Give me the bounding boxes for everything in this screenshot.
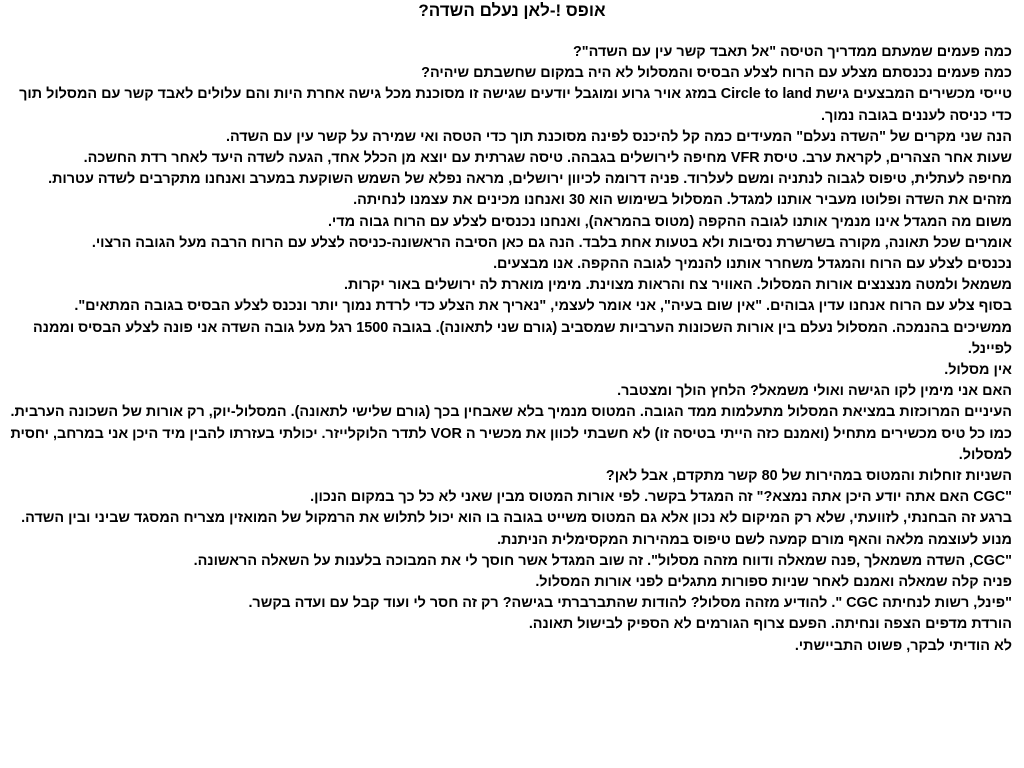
paragraph: מנוע לעוצמה מלאה והאף מורם קמעה לשם טיפוס במהירות המקסימלית הניתנת. bbox=[497, 531, 1012, 548]
paragraph: כמה פעמים שמעתם ממדריך הטיסה "אל תאבד קשר עין עם השדה"? bbox=[572, 44, 1012, 60]
paragraph: אין מסלול. bbox=[944, 362, 1012, 379]
paragraph: טייסי מכשירים המבצעים גישת Circle to land במזג אויר גרוע ומוגבל יודעים שגישה זו מסוכנת מכל גישה אחרת היות והם עלולים לאבד קשר עם המסלול תוך כדי כניסה לעננים בגובה נמוך. bbox=[19, 86, 1012, 124]
paragraph: השניות זוחלות והמטוס במהירות של 80 קשר מתקדם, אבל לאן? bbox=[605, 468, 1012, 485]
paragraph: האם אני מימין לקו הגישה ואולי משמאל? הלחץ הולך ומצטבר. bbox=[617, 383, 1012, 400]
paragraph: העיניים המרוכזות במציאת המסלול מתעלמות ממד הגובה. המטוס מנמיך בלא שאבחין בכך (גורם שלישי לתאונה). המסלול-יוק, רק אורות של השכונה הערבית. כמו כל טיס מכשירים מתחיל (ואמנם כזה הייתי בטיסה זו) לא חשבתי לכוון את מכשיר ה VOR לתדר הלוקלייזר. יכולתי בעזרתו להבין מיד היכן אני במרחב, יחסית למסלול. bbox=[10, 404, 1012, 463]
paragraph: שעות אחר הצהרים, לקראת ערב. טיסת VFR מחיפה לירושלים בגבהה. טיסה שגרתית עם יוצא מן הכלל אחד, הגעה לשדה היעד לאחר רדת החשכה. bbox=[83, 150, 1012, 167]
paragraph: משמאל ולמטה מנצנצים אורות המסלול. האוויר צח והראות מצוינת. מימין מוארת לה ירושלים באור יקרות. bbox=[343, 277, 1012, 294]
paragraph: בסוף צלע עם הרוח אנחנו עדין גבוהים. "אין שום בעיה", אני אומר לעצמי, "נאריך את הצלע כדי לרדת נמוך יותר ונכנס לצלע הבסיס בגובה המתאים". bbox=[74, 298, 1012, 315]
paragraph: כמה פעמים נכנסתם מצלע עם הרוח לצלע הבסיס והמסלול לא היה במקום שחשבתם שיהיה? bbox=[421, 65, 1012, 82]
paragraph: אומרים שכל תאונה, מקורה בשרשרת נסיבות ולא בטעות אחת בלבד. הנה גם כאן הסיבה הראשונה-כניסה לצלע עם הרוח הרבה מעל הגובה הרצוי. bbox=[91, 234, 1012, 251]
paragraph: "CGC, השדה משמאלך ,פנה שמאלה ודווח מזהה מסלול". זה שוב המגדל אשר חוסך לי את המבוכה בלענות על השאלה הראשונה. bbox=[193, 552, 1012, 569]
document-body bbox=[6, 42, 1012, 657]
paragraph: משום מה המגדל אינו מנמיך אותנו לגובה ההקפה (מטוס בהמראה), ואנחנו נכנסים לצלע עם הרוח גבוה מדי. bbox=[327, 213, 1012, 230]
paragraph: לא הודיתי לבקר, פשוט התביישתי. bbox=[794, 637, 1012, 654]
paragraph: הורדת מדפים הצפה ונחיתה. הפעם צרוף הגורמים לא הספיק לבישול תאונה. bbox=[528, 616, 1012, 633]
paragraph: מחיפה לעתלית, טיפוס לגבוה לנתניה ומשם לעלרוד. פניה דרומה לכיוון ירושלים, מראה נפלא של השמש השוקעת במערב ואנחנו מתקרבים לשדה עטרות. bbox=[48, 171, 1012, 188]
paragraph: "פינל, רשות לנחיתה CGC ". להודיע מזהה מסלול? להודות שהתברברתי בגישה? רק זה חסר לי ועוד קבל עם ועדה בקשר. bbox=[248, 595, 1012, 612]
paragraph: נכנסים לצלע עם הרוח והמגדל משחרר אותנו להנמיך לגובה ההקפה. אנו מבצעים. bbox=[493, 256, 1012, 273]
page-title: אופס !-לאן נעלם השדה? bbox=[418, 1, 606, 20]
paragraph: ממשיכים בהנמכה. המסלול נעלם בין אורות השכונות הערביות שמסביב (גורם שני לתאונה). בגובה 1500 רגל מעל גובה השדה אני פונה לצלע הבסיס וממנה לפיינל. bbox=[33, 319, 1012, 357]
paragraph: "CGC האם אתה יודע היכן אתה נמצא?" זה המגדל בקשר. לפי אורות המטוס מבין שאני לא כל כך במקום הנכון. bbox=[310, 489, 1012, 506]
paragraph: ברגע זה הבחנתי, לזוועתי, שלא רק המיקום לא נכון אלא גם המטוס משייט בגובה בו הוא יכול לתלוש את הרמקול של המואזין מצריח המסגד שביני ובין השדה. bbox=[21, 510, 1012, 527]
paragraph: הנה שני מקרים של "השדה נעלם" המעידים כמה קל להיכנס לפינה מסוכנת תוך כדי הטסה ואי שמירה על קשר עין עם השדה. bbox=[225, 128, 1012, 145]
paragraph: פניה קלה שמאלה ואמנם לאחר שניות ספורות מתגלים לפני אורות המסלול. bbox=[535, 574, 1012, 591]
paragraph: מזהים את השדה ופלוטו מעביר אותנו למגדל. המסלול בשימוש הוא 30 ואנחנו מכינים את עצמנו לנחיתה. bbox=[353, 192, 1012, 209]
